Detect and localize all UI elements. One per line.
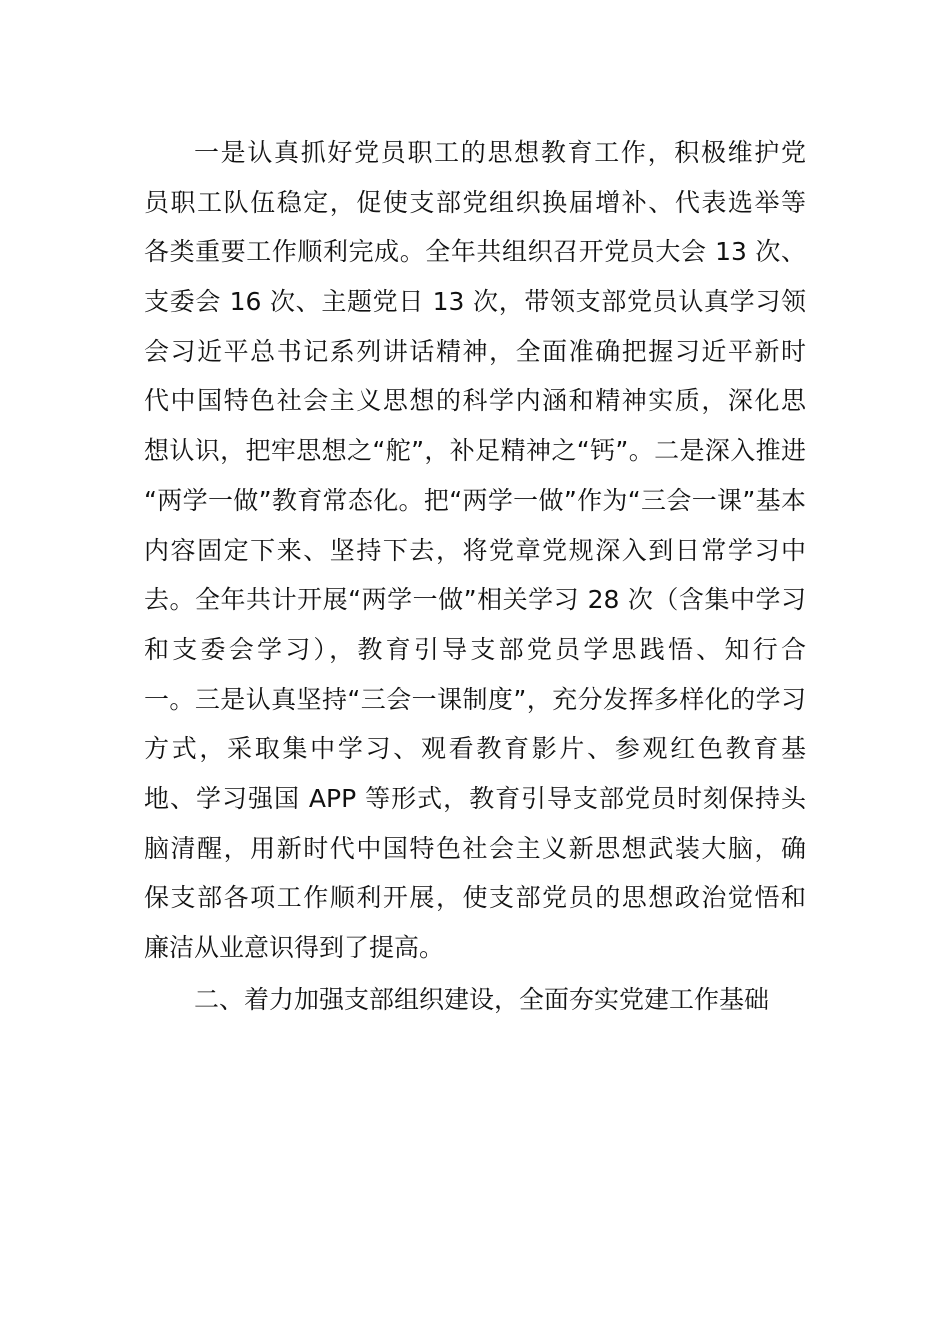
paragraph-line: 保支部各项工作顺利开展，使支部党员的思想政治觉悟和 xyxy=(144,883,806,913)
section-heading: 二、着力加强支部组织建设，全面夯实党建工作基础 xyxy=(194,985,770,1014)
paragraph-line: 员职工队伍稳定，促使支部党组织换届增补、代表选举等 xyxy=(144,187,806,217)
paragraph-line: 廉洁从业意识得到了提高。 xyxy=(144,933,445,962)
paragraph-line: 各类重要工作顺利完成。全年共组织召开党员大会 13 次、 xyxy=(144,237,806,267)
paragraph-line: 想认识，把牢思想之“舵”，补足精神之“钙”。二是深入推进 xyxy=(144,436,806,466)
paragraph-line: 会习近平总书记系列讲话精神，全面准确把握习近平新时 xyxy=(144,336,806,366)
paragraph-line: 地、学习强国 APP 等形式，教育引导支部党员时刻保持头 xyxy=(144,783,806,813)
paragraph-line: 和支委会学习），教育引导支部党员学思践悟、知行合 xyxy=(144,634,806,664)
paragraph-line: 一是认真抓好党员职工的思想教育工作，积极维护党 xyxy=(194,138,806,167)
paragraph-line: 方式，采取集中学习、观看教育影片、参观红色教育基 xyxy=(144,734,806,764)
paragraph-line: 一。三是认真坚持“三会一课制度”，充分发挥多样化的学习 xyxy=(144,684,806,714)
paragraph-line: “两学一做”教育常态化。把“两学一做”作为“三会一课”基本 xyxy=(144,485,806,515)
paragraph-line: 脑清醒，用新时代中国特色社会主义新思想武装大脑，确 xyxy=(144,833,806,863)
paragraph-line: 支委会 16 次、主题党日 13 次，带领支部党员认真学习领 xyxy=(144,287,806,317)
paragraph-line: 内容固定下来、坚持下去，将党章党规深入到日常学习中 xyxy=(144,535,806,565)
paragraph-line: 去。全年共计开展“两学一做”相关学习 28 次（含集中学习 xyxy=(144,585,806,615)
paragraph-line: 代中国特色社会主义思想的科学内涵和精神实质，深化思 xyxy=(144,386,806,416)
body-paragraph xyxy=(144,128,806,973)
